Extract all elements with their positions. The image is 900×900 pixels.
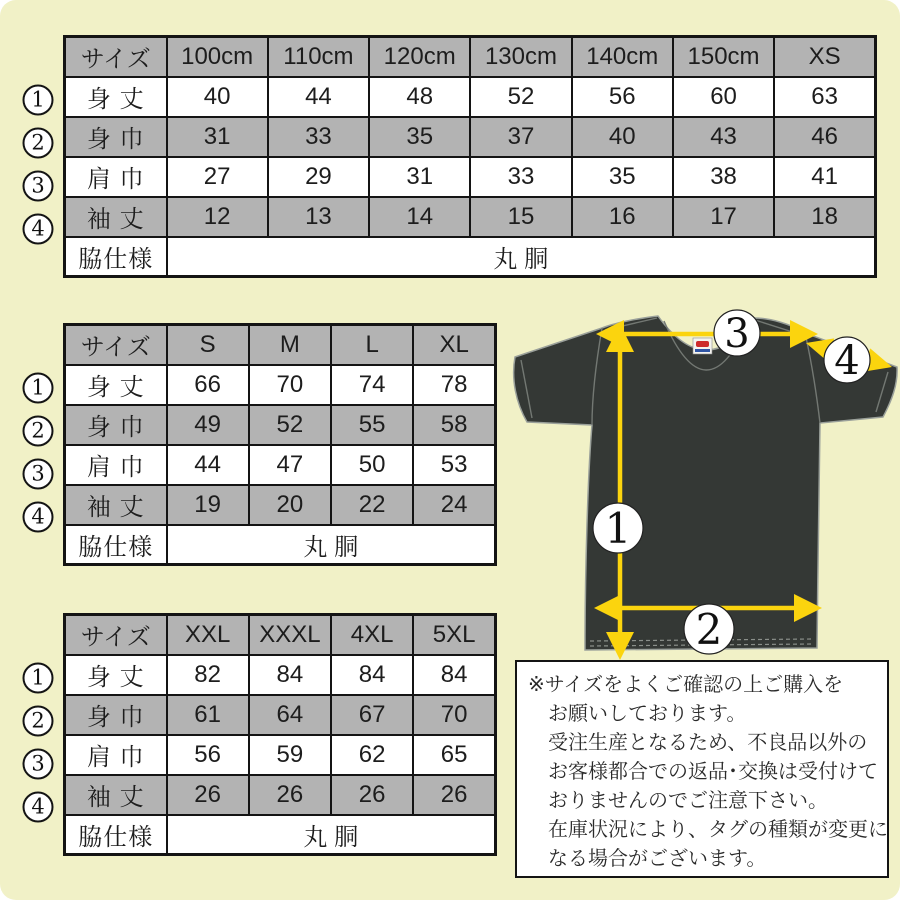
- measure-value: 40: [572, 117, 673, 157]
- measure-value: 48: [369, 77, 470, 117]
- measure-value: 61: [167, 695, 249, 735]
- measure-value: 59: [249, 735, 331, 775]
- row-marker-circle: 1: [23, 372, 54, 403]
- size-column-header: 5XL: [413, 615, 495, 655]
- measure-value: 47: [249, 445, 331, 485]
- measure-value: 24: [413, 485, 495, 525]
- measure-value: 40: [167, 77, 268, 117]
- row-marker-circle: 2: [23, 415, 54, 446]
- row-marker-circle: 3: [23, 458, 54, 489]
- callout-body-length: [593, 503, 643, 553]
- measure-value: 55: [331, 405, 413, 445]
- measure-value: 38: [673, 157, 774, 197]
- measure-value: 52: [470, 77, 571, 117]
- measure-label: 肩 巾: [65, 157, 167, 197]
- purchase-notice-box: [515, 660, 889, 878]
- measure-value: 56: [167, 735, 249, 775]
- row-marker-circle: 3: [23, 170, 54, 201]
- measure-value: 66: [167, 365, 249, 405]
- measure-value: 35: [369, 117, 470, 157]
- row-marker-circle: 2: [23, 705, 54, 736]
- callout-shoulder-width: [714, 310, 760, 357]
- measure-value: 18: [774, 197, 875, 237]
- row-marker-circle: 1: [23, 662, 54, 693]
- svg-text:1: 1: [604, 504, 632, 553]
- measure-value: 13: [268, 197, 369, 237]
- size-table-block-kids: [0, 35, 900, 293]
- measure-value: 43: [673, 117, 774, 157]
- row-marker-circle: 4: [23, 791, 54, 822]
- measure-value: 16: [572, 197, 673, 237]
- measure-value: 82: [167, 655, 249, 695]
- size-column-header: XXL: [167, 615, 249, 655]
- size-table: [63, 35, 877, 278]
- row-marker-circle: 4: [23, 501, 54, 532]
- notice-line: お客様都合での返品･交換は受付けて: [548, 761, 878, 783]
- tshirt-measure-diagram: [500, 308, 900, 660]
- measure-value: 64: [249, 695, 331, 735]
- measure-value: 46: [774, 117, 875, 157]
- measure-value: 22: [331, 485, 413, 525]
- measure-value: 33: [268, 117, 369, 157]
- size-column-header: S: [167, 325, 249, 365]
- measure-value: 70: [249, 365, 331, 405]
- brand-tag-icon: [693, 338, 712, 354]
- svg-text:4: 4: [834, 338, 860, 384]
- measure-label: 袖 丈: [65, 197, 167, 237]
- row-marker-circle: 4: [23, 213, 54, 244]
- measure-label: 袖 丈: [65, 485, 167, 525]
- side-spec-label: 脇仕様: [65, 525, 167, 565]
- side-spec-value: 丸 胴: [167, 815, 496, 855]
- callout-body-width: [684, 604, 734, 654]
- measure-value: 31: [369, 157, 470, 197]
- measure-label: 身 巾: [65, 695, 167, 735]
- measure-value: 17: [673, 197, 774, 237]
- size-column-header: M: [249, 325, 331, 365]
- notice-line: 受注生産となるため、不良品以外の: [548, 732, 868, 754]
- size-column-header: 120cm: [369, 37, 470, 77]
- measure-value: 65: [413, 735, 495, 775]
- measure-value: 19: [167, 485, 249, 525]
- measure-value: 27: [167, 157, 268, 197]
- svg-text:3: 3: [724, 311, 750, 357]
- measure-value: 26: [413, 775, 495, 815]
- notice-line: 在庫状況により、タグの種類が変更に: [548, 819, 888, 841]
- measure-value: 84: [413, 655, 495, 695]
- measure-value: 44: [268, 77, 369, 117]
- size-column-header: 140cm: [572, 37, 673, 77]
- measure-value: 56: [572, 77, 673, 117]
- size-column-header: XS: [774, 37, 875, 77]
- svg-text:2: 2: [695, 605, 723, 654]
- side-spec-value: 丸 胴: [167, 525, 496, 565]
- measure-value: 12: [167, 197, 268, 237]
- size-corner-header: サイズ: [65, 325, 167, 365]
- size-table: [63, 613, 497, 856]
- row-marker-circle: 2: [23, 127, 54, 158]
- size-table: [63, 323, 497, 566]
- measure-value: 37: [470, 117, 571, 157]
- size-column-header: L: [331, 325, 413, 365]
- measure-value: 63: [774, 77, 875, 117]
- measure-value: 29: [268, 157, 369, 197]
- measure-value: 58: [413, 405, 495, 445]
- measure-value: 44: [167, 445, 249, 485]
- size-corner-header: サイズ: [65, 615, 167, 655]
- measure-value: 52: [249, 405, 331, 445]
- measure-label: 身 丈: [65, 77, 167, 117]
- measure-value: 26: [331, 775, 413, 815]
- side-spec-value: 丸 胴: [167, 237, 876, 277]
- row-marker-circle: 3: [23, 748, 54, 779]
- measure-label: 袖 丈: [65, 775, 167, 815]
- measure-value: 84: [331, 655, 413, 695]
- size-corner-header: サイズ: [65, 37, 167, 77]
- measure-value: 74: [331, 365, 413, 405]
- measure-value: 50: [331, 445, 413, 485]
- size-column-header: 150cm: [673, 37, 774, 77]
- size-column-header: 130cm: [470, 37, 571, 77]
- side-spec-label: 脇仕様: [65, 237, 167, 277]
- measure-value: 49: [167, 405, 249, 445]
- measure-label: 身 丈: [65, 655, 167, 695]
- side-spec-label: 脇仕様: [65, 815, 167, 855]
- measure-value: 26: [249, 775, 331, 815]
- measure-value: 84: [249, 655, 331, 695]
- measure-value: 78: [413, 365, 495, 405]
- callout-sleeve-length: [824, 337, 870, 384]
- measure-value: 26: [167, 775, 249, 815]
- measure-label: 肩 巾: [65, 735, 167, 775]
- measure-value: 35: [572, 157, 673, 197]
- row-marker-circle: 1: [23, 84, 54, 115]
- notice-line: ※サイズをよくご確認の上ご購入を: [528, 674, 844, 696]
- size-column-header: 110cm: [268, 37, 369, 77]
- measure-value: 53: [413, 445, 495, 485]
- measure-value: 70: [413, 695, 495, 735]
- size-column-header: XL: [413, 325, 495, 365]
- notice-line: お願いしております。: [548, 703, 747, 725]
- size-column-header: XXXL: [249, 615, 331, 655]
- measure-label: 身 巾: [65, 405, 167, 445]
- measure-label: 身 巾: [65, 117, 167, 157]
- measure-value: 20: [249, 485, 331, 525]
- measure-value: 41: [774, 157, 875, 197]
- measure-value: 15: [470, 197, 571, 237]
- measure-value: 62: [331, 735, 413, 775]
- measure-value: 14: [369, 197, 470, 237]
- measure-value: 67: [331, 695, 413, 735]
- measure-label: 身 丈: [65, 365, 167, 405]
- measure-value: 60: [673, 77, 774, 117]
- measure-value: 31: [167, 117, 268, 157]
- measure-value: 33: [470, 157, 571, 197]
- notice-line: なる場合がございます。: [548, 848, 767, 870]
- measure-label: 肩 巾: [65, 445, 167, 485]
- size-column-header: 4XL: [331, 615, 413, 655]
- size-column-header: 100cm: [167, 37, 268, 77]
- notice-line: おりませんのでご注意下さい。: [548, 790, 828, 812]
